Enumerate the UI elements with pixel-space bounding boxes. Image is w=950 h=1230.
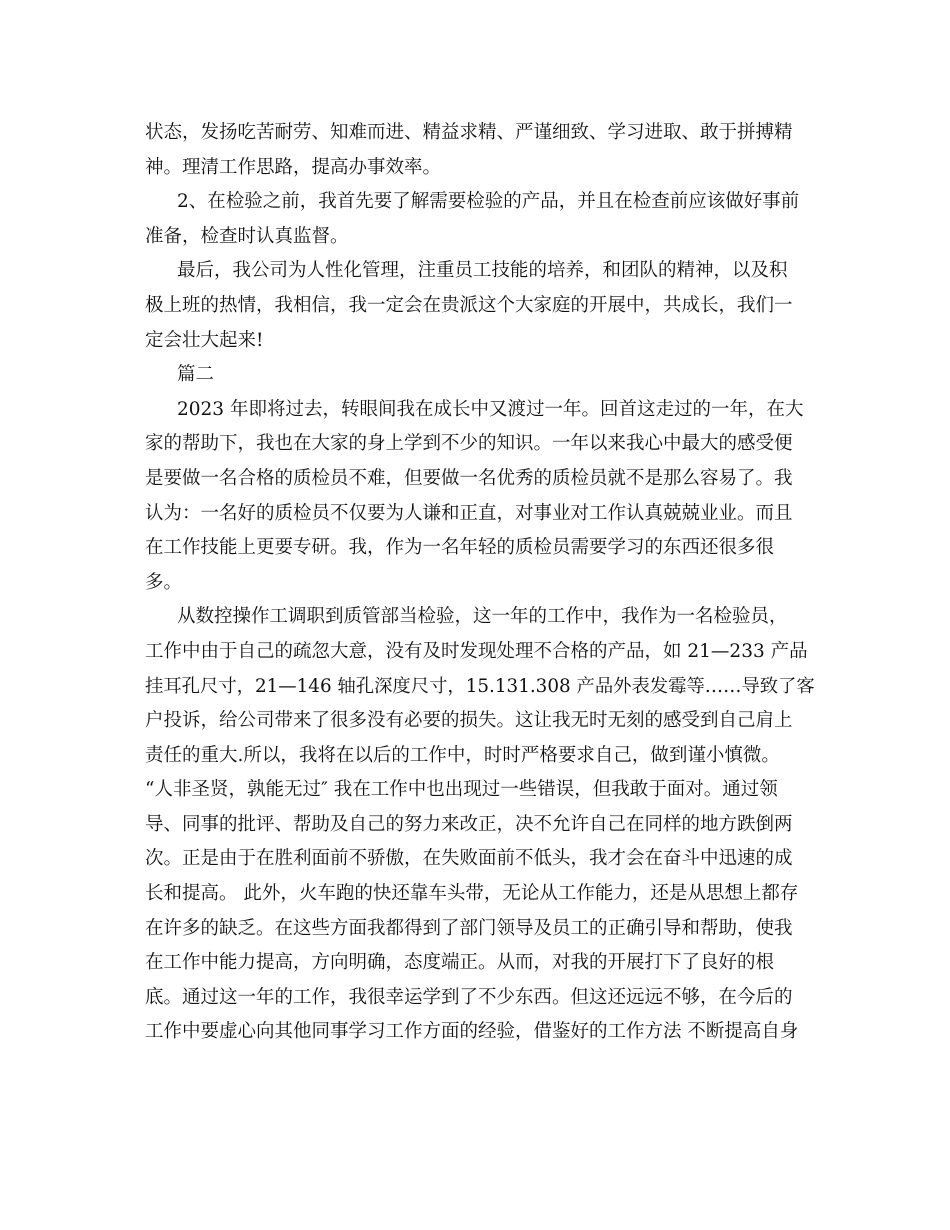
text-line: 底。通过这一年的工作，我很幸运学到了不少东西。但这还远远不够，在今后的 <box>145 986 793 1008</box>
text-line: 2023 年即将过去，转眼间我在成长中又渡过一年。回首这走过的一年，在大 <box>177 398 804 420</box>
text-line: 挂耳孔尺寸，21—146 轴孔深度尺寸，15.131.308 产品外表发霉等……导致了客 <box>145 675 815 697</box>
text-line: 最后，我公司为人性化管理，注重员工技能的培养，和团队的精神，以及积 <box>177 260 788 282</box>
text-line: 极上班的热情，我相信，我一定会在贵派这个大家庭的开展中，共成长，我们一 <box>145 294 793 316</box>
text-line: 在工作技能上更要专研。我，作为一名年轻的质检员需要学习的东西还很多很 <box>145 537 775 559</box>
text-line: 在许多的缺乏。在这些方面我都得到了部门领导及员工的正确引导和帮助，使我 <box>145 917 793 939</box>
text-line: 定会壮大起来! <box>145 329 264 351</box>
text-line: 状态，发扬吃苦耐劳、知难而进、精益求精、严谨细致、学习进取、敢于拼搏精 <box>145 122 793 143</box>
document-body <box>145 116 815 1050</box>
text-line: 次。正是由于在胜利面前不骄傲，在失败面前不低头，我才会在奋斗中迅速的成 <box>145 848 793 870</box>
text-line: 责任的重大.所以，我将在以后的工作中，时时严格要求自己，做到谨小慎微。 <box>145 744 780 766</box>
text-line: 准备，检查时认真监督。 <box>145 225 349 247</box>
text-line: 工作中要虚心向其他同事学习工作方面的经验，借鉴好的工作方法 不断提高自身 <box>145 1021 799 1043</box>
text-line: 认为：一名好的质检员不仅要为人谦和正直，对事业对工作认真兢兢业业。而且 <box>145 502 793 524</box>
text-line: 户投诉，给公司带来了很多没有必要的损失。这让我无时无刻的感受到自己肩上 <box>145 710 793 732</box>
text-line: 工作中由于自己的疏忽大意，没有及时发现处理不合格的产品，如 21—233 产品 <box>145 640 808 662</box>
text-line: 导、同事的批评、帮助及自己的努力来改正，决不允许自己在同样的地方跌倒两 <box>145 813 793 835</box>
text-line: 从数控操作工调职到质管部当检验，这一年的工作中，我作为一名检验员， <box>177 606 788 628</box>
text-line: 2、在检验之前，我首先要了解需要检验的产品，并且在检查前应该做好事前 <box>177 191 800 213</box>
text-line: 长和提高。 此外，火车跑的快还靠车头带，无论从工作能力，还是从思想上都存 <box>145 883 799 905</box>
text-line: “人非圣贤，孰能无过″ 我在工作中也出现过一些错误，但我敢于面对。通过领 <box>145 779 778 801</box>
section-heading: 篇二 <box>177 364 215 386</box>
text-line: 神。理清工作思路，提高办事效率。 <box>145 156 442 178</box>
text-line: 多。 <box>145 571 183 593</box>
text-line: 是要做一名合格的质检员不难，但要做一名优秀的质检员就不是那么容易了。我 <box>145 467 793 489</box>
text-line: 家的帮助下，我也在大家的身上学到不少的知识。一年以来我心中最大的感受便 <box>145 433 793 455</box>
text-line: 在工作中能力提高，方向明确，态度端正。从而，对我的开展打下了良好的根 <box>145 952 775 974</box>
